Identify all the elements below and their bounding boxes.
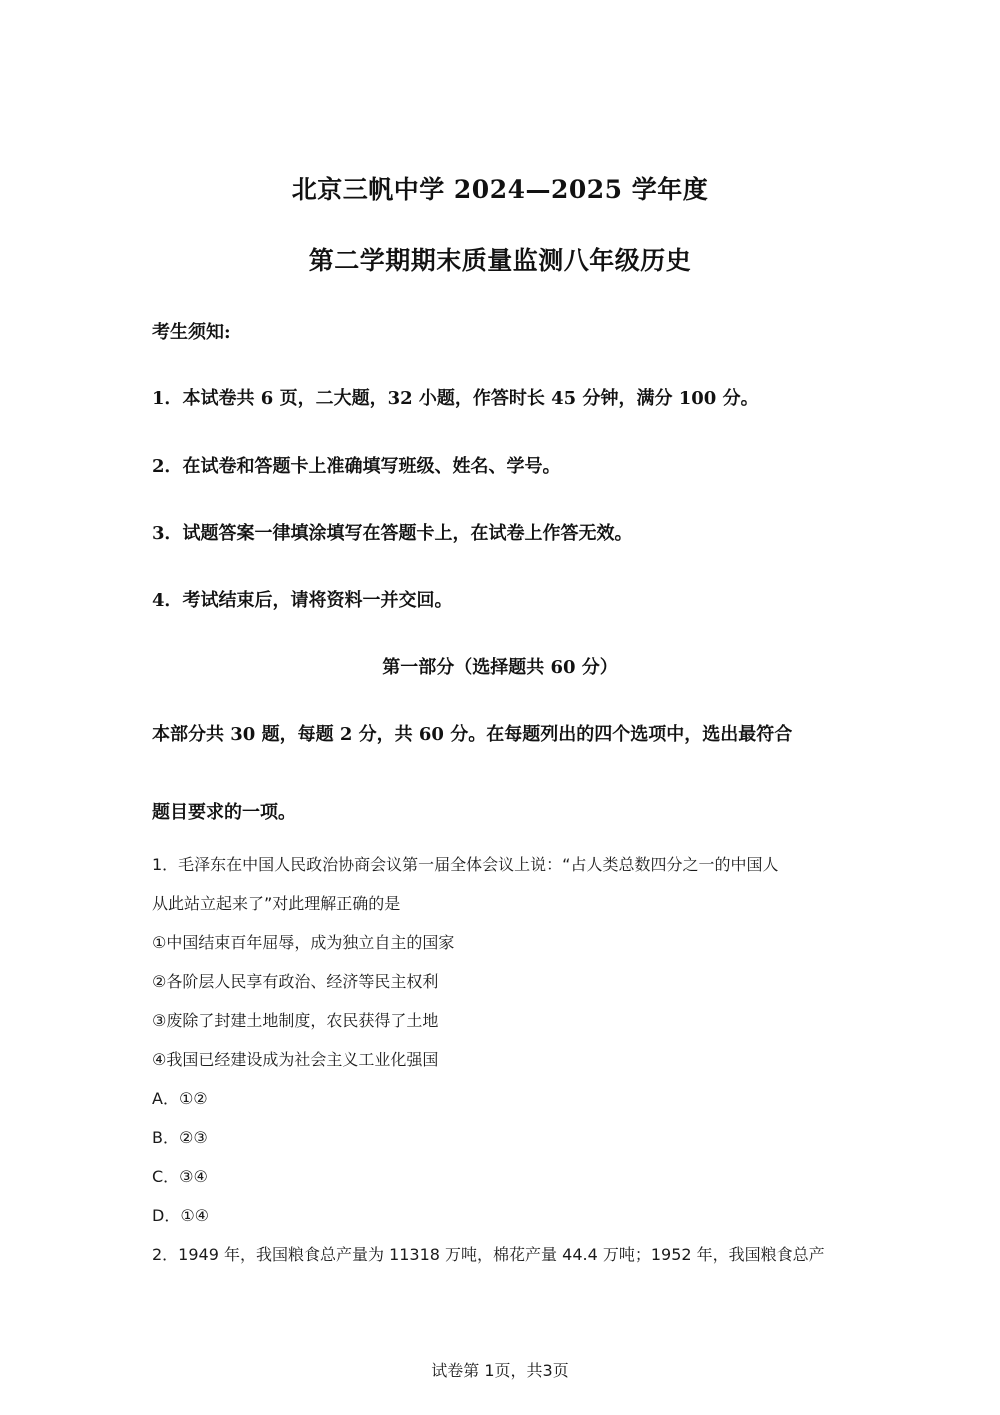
notice-item-2: 2．在试卷和答题卡上准确填写班级、姓名、学号。 (152, 456, 561, 477)
notice-item-1: 1．本试卷共 6 页，二大题，32 小题，作答时长 45 分钟，满分 100 分。 (152, 388, 759, 409)
section-instruction-line2: 题目要求的一项。 (152, 802, 296, 823)
question-1-option-b: B．②③ (152, 1128, 208, 1147)
question-1-option-c: C．③④ (152, 1167, 208, 1186)
question-1-stem-line2: 从此站立起来了”对此理解正确的是 (152, 894, 401, 913)
section-title: 第一部分（选择题共 60 分） (382, 657, 618, 678)
notice-heading: 考生须知: (152, 322, 231, 343)
question-1-statement-4: ④我国已经建设成为社会主义工业化强国 (152, 1050, 439, 1069)
question-1-statement-2: ②各阶层人民享有政治、经济等民主权利 (152, 972, 439, 991)
question-1-option-d: D．①④ (152, 1206, 210, 1225)
question-1-statement-1: ①中国结束百年屈辱，成为独立自主的国家 (152, 933, 455, 952)
section-instruction-line1: 本部分共 30 题，每题 2 分，共 60 分。在每题列出的四个选项中，选出最符合 (152, 724, 793, 745)
question-1-stem-line1: 1．毛泽东在中国人民政治协商会议第一届全体会议上说：“占人类总数四分之一的中国人 (152, 855, 779, 874)
notice-item-4: 4．考试结束后，请将资料一并交回。 (152, 590, 453, 611)
exam-title-line1: 北京三帆中学 2024—2025 学年度 (291, 175, 709, 204)
notice-item-3: 3．试题答案一律填涂填写在答题卡上，在试卷上作答无效。 (152, 523, 633, 544)
question-2-stem-line1: 2．1949 年，我国粮食总产量为 11318 万吨，棉花产量 44.4 万吨；1952 年，我国粮食总产 (152, 1245, 825, 1264)
exam-title-line2: 第二学期期末质量监测八年级历史 (308, 246, 692, 275)
question-1-option-a: A．①② (152, 1089, 208, 1108)
page-footer: 试卷第 1页，共3页 (431, 1361, 569, 1380)
question-1-statement-3: ③废除了封建土地制度，农民获得了土地 (152, 1011, 439, 1030)
